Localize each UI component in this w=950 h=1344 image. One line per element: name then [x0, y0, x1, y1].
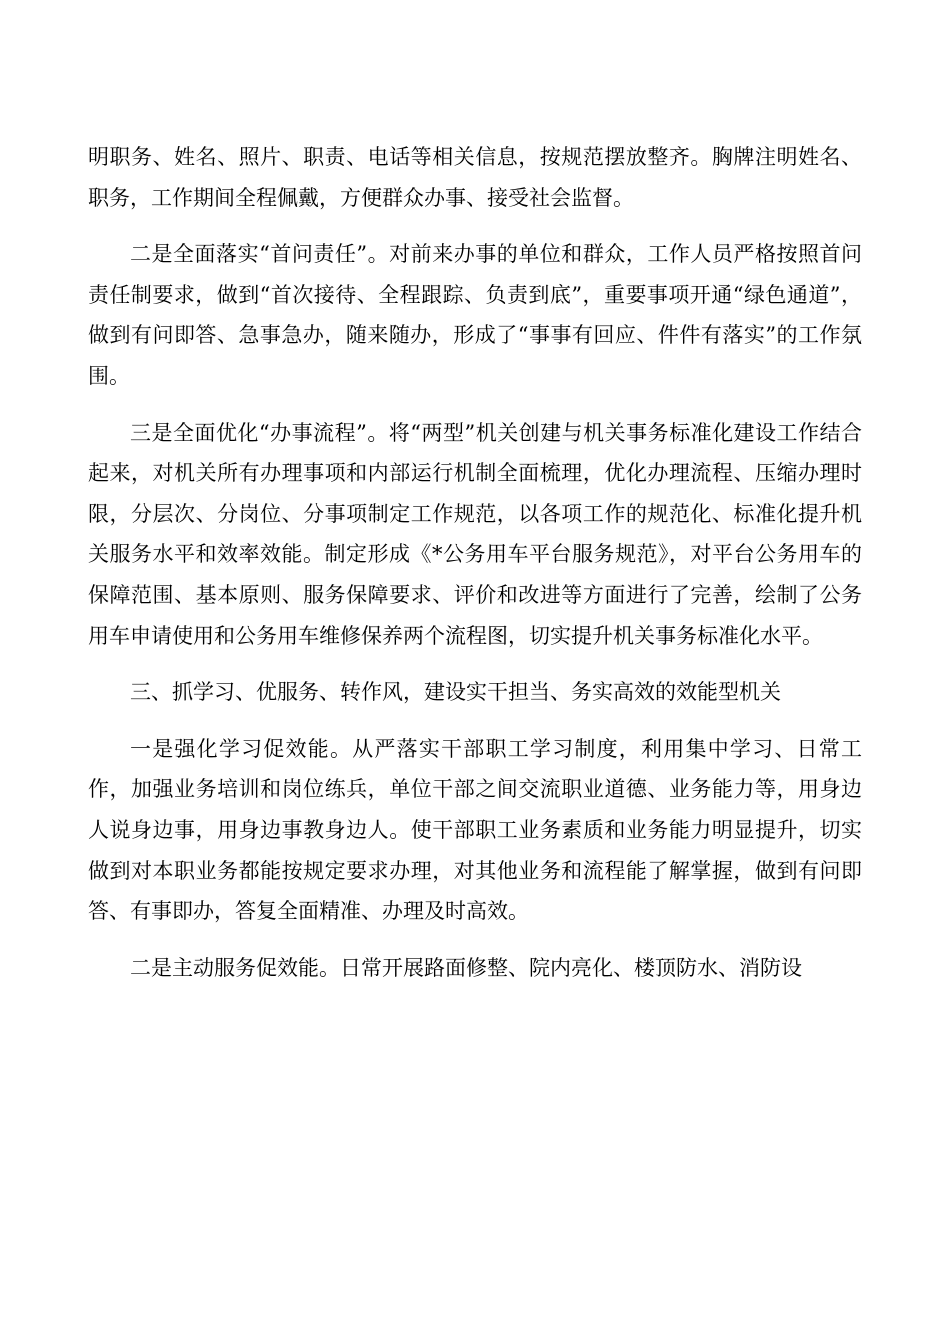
paragraph-service-efficiency: 二是主动服务促效能。日常开展路面修整、院内亮化、楼顶防水、消防设 — [130, 955, 802, 980]
paragraph-first-inquiry-responsibility: 二是全面落实“首问责任”。对前来办事的单位和群众，工作人员严格按照首问责任制要求，做到“首次接待、全程跟踪、负责到底”，重要事项开通“绿色通道”，做到有问即答、急事急办，随来随办，形成了“事事有回应、件件有落实”的工作氛围。 — [88, 242, 862, 388]
paragraph-study-efficiency: 一是强化学习促效能。从严落实干部职工学习制度，利用集中学习、日常工作，加强业务培训和岗位练兵，单位干部之间交流职业道德、业务能力等，用身边人说身边事，用身边事教身边人。使干部职工业务素质和业务能力明显提升，切实做到对本职业务都能按规定要求办理，对其他业务和流程能了解掌握，做到有问即答、有事即办，答复全面精准、办理及时高效。 — [88, 736, 862, 924]
section-heading-three: 三、抓学习、优服务、转作风，建设实干担当、务实高效的效能型机关 — [130, 680, 781, 705]
paragraph-continuation: 明职务、姓名、照片、职责、电话等相关信息，按规范摆放整齐。胸牌注明姓名、职务，工作期间全程佩戴，方便群众办事、接受社会监督。 — [88, 145, 862, 210]
document-body — [88, 137, 862, 988]
paragraph-optimize-process: 三是全面优化“办事流程”。将“两型”机关创建与机关事务标准化建设工作结合起来，对机关所有办理事项和内部运行机制全面梳理，优化办理流程、压缩办理时限，分层次、分岗位、分事项制定工作规范，以各项工作的规范化、标准化提升机关服务水平和效率效能。制定形成《*公务用车平台服务规范》，对平台公务用车的保障范围、基本原则、服务保障要求、评价和改进等方面进行了完善，绘制了公务用车申请使用和公务用车维修保养两个流程图，切实提升机关事务标准化水平。 — [88, 420, 862, 648]
